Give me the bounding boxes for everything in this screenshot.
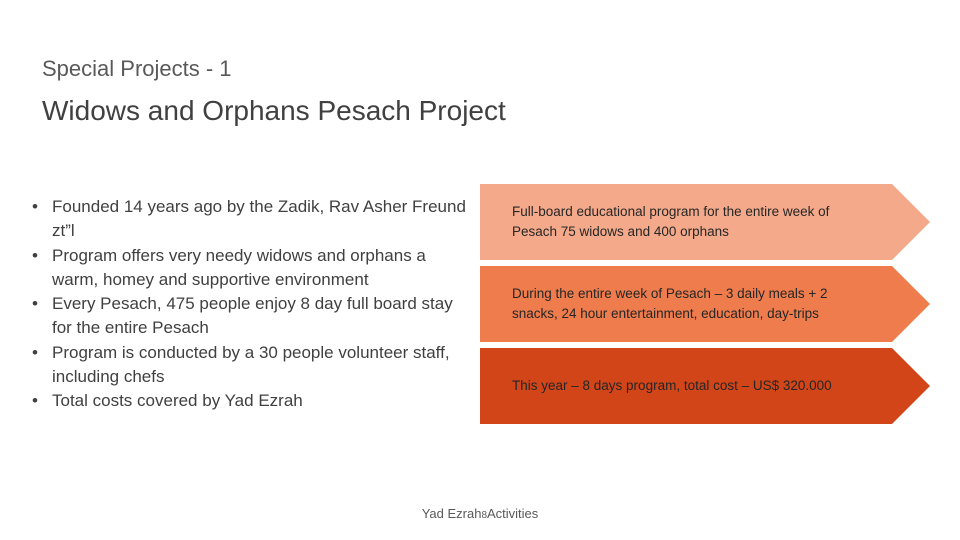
bullet-text: Every Pesach, 475 people enjoy 8 day full board stay for the entire Pesach [52,294,453,338]
chevron-process-list [480,184,930,426]
footer-right: Activities [487,506,539,521]
chevron-text-3: This year – 8 days program, total cost – US$ 320.000 [512,378,832,393]
bullet-list [28,195,468,414]
bullet-item [28,389,468,413]
chevron-step-3 [480,348,930,424]
bullet-item [28,195,468,244]
footer-left: Yad Ezrah [421,506,482,521]
chevron-step-1 [480,184,930,260]
bullet-text: Program is conducted by a 30 people volunteer staff, including chefs [52,342,450,387]
bullet-dot: • [32,342,38,362]
footer [0,506,960,521]
bullet-dot: • [32,391,38,411]
chevron-text-1: Full-board educational program for the entire week of Pesach 75 widows and 400 orphans [512,204,830,239]
bullet-dot: • [32,245,38,265]
bullet-item [28,292,468,341]
slide-subtitle: Special Projects - 1 [42,56,232,81]
bullet-text: Total costs covered by Yad Ezrah [52,391,303,411]
bullet-text: Founded 14 years ago by the Zadik, Rav Asher Freund zt”l [52,197,466,241]
page-number: 8 [481,510,487,521]
bullet-dot: • [32,197,38,216]
chevron-text-2: During the entire week of Pesach – 3 daily meals + 2 snacks, 24 hour entertainment, education, day-trips [512,286,828,321]
bullet-item [28,341,468,390]
bullet-item [28,244,468,293]
bullet-text: Program offers very needy widows and orphans a warm, homey and supportive environment [52,245,426,289]
slide-title: Widows and Orphans Pesach Project [42,95,506,126]
bullet-dot: • [32,294,38,314]
chevron-step-2 [480,266,930,342]
